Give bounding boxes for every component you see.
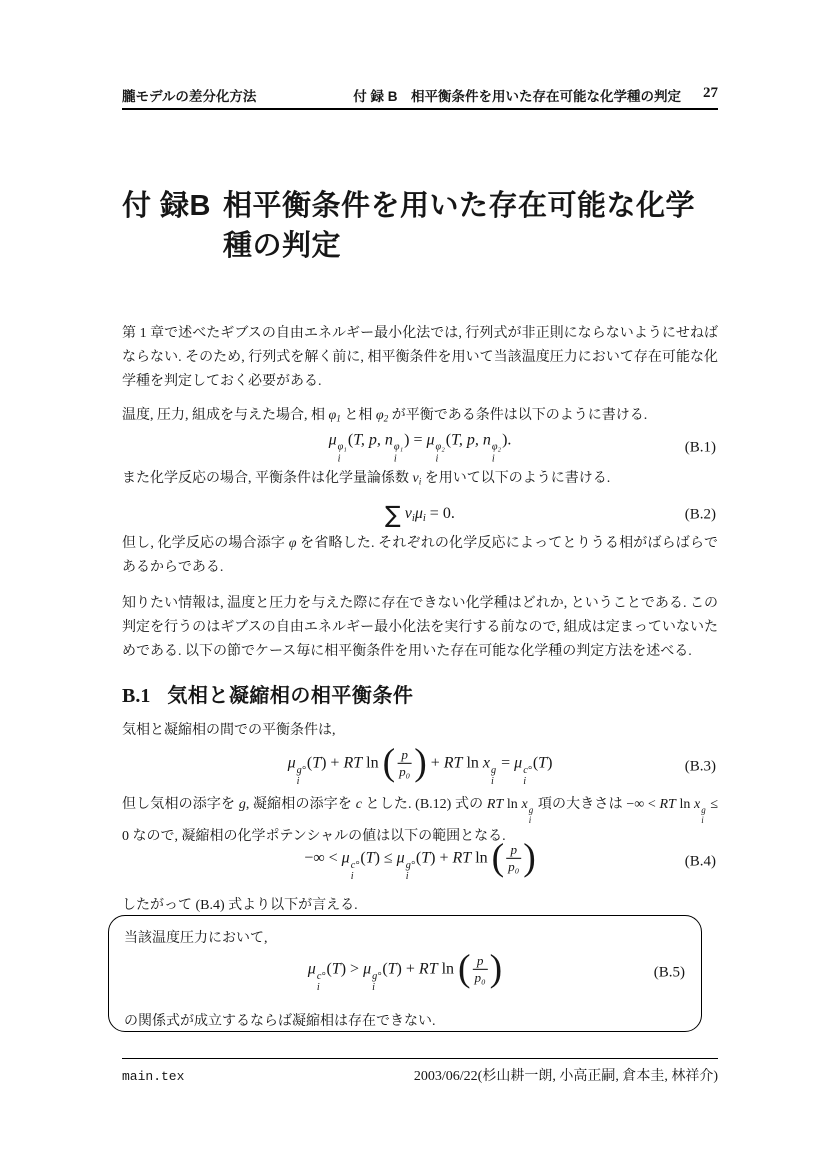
paragraph-gas-condensed-intro: 気相と凝縮相の間での平衡条件は, <box>122 723 336 738</box>
equation-B3-tag: (B.3) <box>684 758 716 775</box>
chapter-heading <box>122 186 722 266</box>
equation-B5 <box>109 946 701 1000</box>
paragraph-phase-condition: 温度, 圧力, 組成を与えた場合, 相 φ1 と相 φ2 が平衡である条件は以下のように書ける. <box>122 408 648 424</box>
header-chapter-title: 付 録 B 相平衡条件を用いた存在可能な化学種の判定 <box>353 89 681 104</box>
equation-B3-body: μ g° i (T) + RT ln ( $\frac{p}{\text{p₀}}$ ) + RT ln x g i = μ c° i (T) <box>287 742 553 787</box>
page-footer <box>122 1058 718 1085</box>
paragraph-motivation: 知りたい情報は, 温度と圧力を与えた際に存在できない化学種はどれか, ということである. この判定を行うのはギブスの自由エネルギー最小化法を実行する前なので, 組成は定まっていないためである. 以下の節でケース毎に相平衡条件を用いた存在可能な化学種の判定方法を述べる. <box>122 596 718 659</box>
equation-B2-body: ∑ νiμi = 0. <box>385 501 455 529</box>
chapter-title-line1: 相平衡条件を用いた存在可能な化学 <box>223 190 696 222</box>
footer-row <box>122 1065 718 1085</box>
paragraph-conclusion-lead: したがって (B.4) 式より以下が言える. <box>122 898 358 913</box>
result-box-intro: 当該温度圧力において, <box>124 931 268 946</box>
chapter-title-line2: 種の判定 <box>223 230 342 262</box>
equation-B1 <box>122 430 718 466</box>
equation-B4-tag: (B.4) <box>684 853 716 870</box>
paragraph-reaction-condition: また化学反応の場合, 平衡条件は化学量論係数 νi を用いて以下のように書ける. <box>122 471 611 487</box>
equation-B3 <box>122 739 718 795</box>
paragraph-intro: 第 1 章で述べたギブスの自由エネルギー最小化法では, 行列式が非正則にならないようにせねばならない. そのため, 行列式を解く前に, 相平衡条件を用いて当該温度圧力において存在可能な化学種を判定しておく必要がある. <box>122 326 719 389</box>
equation-B4 <box>122 834 718 890</box>
page-number: 27 <box>703 85 718 101</box>
section-title: 気相と凝縮相の相平衡条件 <box>167 685 414 707</box>
chapter-label: 付 録B <box>122 190 212 222</box>
section-number: B.1 <box>122 685 151 707</box>
chapter-title <box>223 186 695 266</box>
footer-filename: main.tex <box>122 1069 185 1084</box>
paragraph-subscript-note: 但し, 化学反応の場合添字 φ を省略した. それぞれの化学反応によってとりうる相がばらばらであるからである. <box>122 536 718 575</box>
equation-B2 <box>122 495 718 535</box>
page-header <box>122 85 718 110</box>
footer-date-authors: 2003/06/22(杉山耕一朗, 小高正嗣, 倉本圭, 林祥介) <box>413 1069 718 1084</box>
equation-B5-tag: (B.5) <box>653 964 685 981</box>
equation-B4-body: −∞ < μ c° i (T) ≤ μ g° i (T) + RT ln ( $\frac{p}{\text{p₀}}$ ) <box>304 837 536 882</box>
equation-B1-body: μ φ₁ i (T, p, n φ₁ i ) = μ φ₂ i (T, p, n φ₂ i ). <box>328 431 512 465</box>
result-box <box>108 915 702 1032</box>
equation-B1-tag: (B.1) <box>684 439 716 456</box>
paragraph-range-note: 但し気相の添字を g, 凝縮相の添字を c とした. (B.12) 式の RT ln x g i 項の大きさは −∞ < RT ln x g i ≤ 0 なので, 凝縮相の化学ポテンシャルの値は以下の範囲となる. <box>122 797 719 845</box>
header-left-title: 朧モデルの差分化方法 <box>122 89 257 104</box>
result-box-outro: の関係式が成立するならば凝縮相は存在できない. <box>124 1014 436 1029</box>
equation-B5-body: μ c° i (T) > μ g° i (T) + RT ln ( $\frac{p}{\text{p₀}}$ ) <box>307 948 503 993</box>
equation-B2-tag: (B.2) <box>684 506 716 523</box>
section-heading <box>122 679 413 708</box>
